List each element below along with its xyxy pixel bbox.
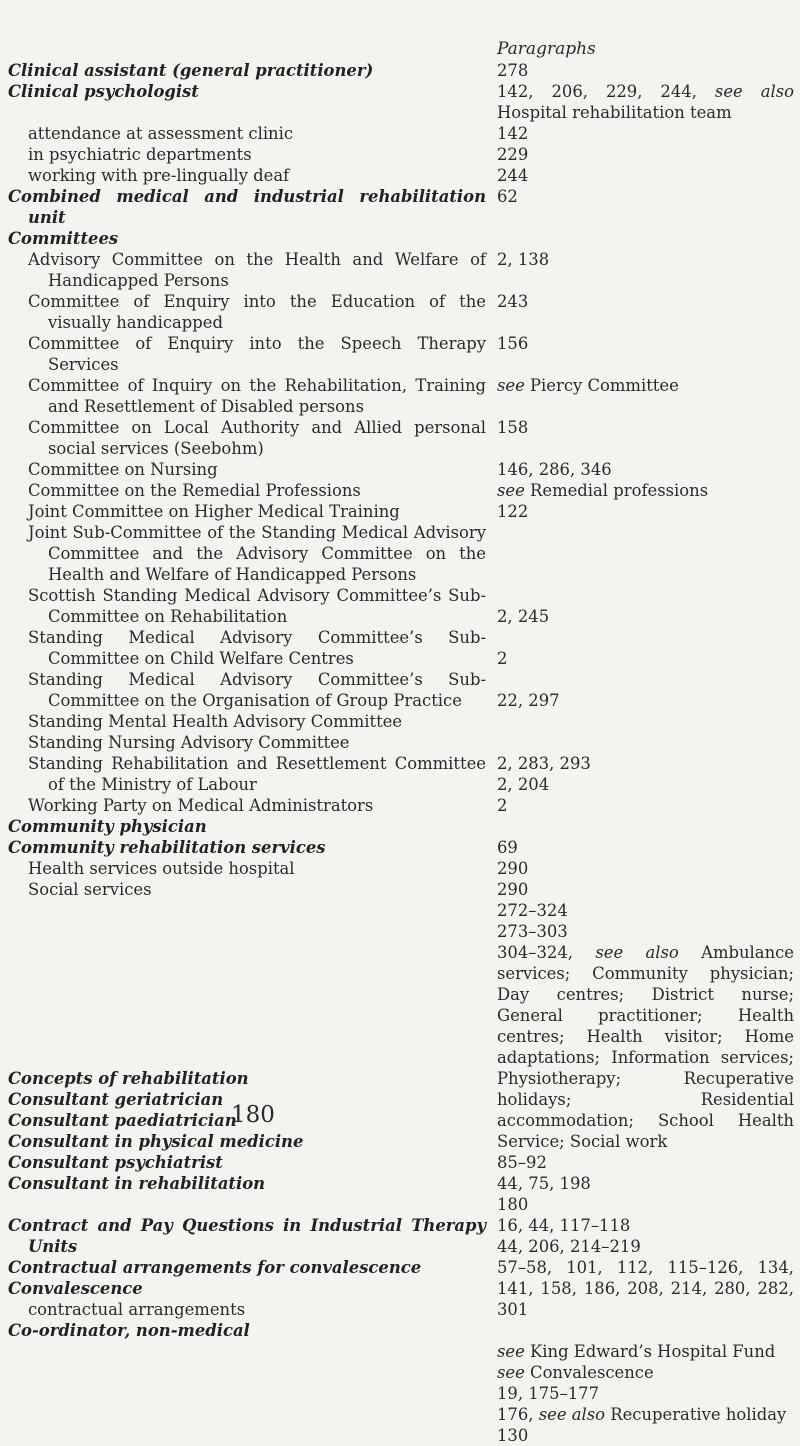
ref: 122 — [497, 502, 529, 521]
index-term-heading: Consultant geriatrician — [8, 1090, 224, 1109]
index-term-heading: Combined medical and industrial rehabilitation unit — [8, 187, 486, 227]
index-term-sub: Standing Rehabilitation and Resettlement Committee of the Ministry of Labour — [28, 754, 486, 794]
index-term-sub: Committee of Inquiry on the Rehabilitation, Training and Resettlement of Disabled persons — [28, 376, 486, 416]
ref: 176, see also Recuperative holiday — [497, 1405, 787, 1424]
index-term-heading: Community rehabilitation services — [8, 838, 326, 857]
index-term-heading: Consultant in rehabilitation — [8, 1174, 266, 1193]
ref: 44, 75, 198 — [497, 1174, 591, 1193]
ref-see: see Piercy Committee — [497, 376, 679, 395]
page-number: 180 — [231, 1102, 275, 1128]
index-term-sub: Health services outside hospital — [28, 859, 295, 878]
ref: 2, 138 — [497, 250, 550, 269]
ref-see: see King Edward’s Hospital Fund — [497, 1342, 776, 1361]
index-term-heading: Community physician — [8, 817, 207, 836]
index-term-heading: Contractual arrangements for convalescence — [8, 1258, 422, 1277]
ref: 142 — [497, 124, 529, 143]
index-term-heading: Consultant paediatrician — [8, 1111, 237, 1130]
ref: 2 — [497, 649, 508, 668]
ref: 180 — [497, 1195, 529, 1214]
ref-see: see Convalescence — [497, 1363, 654, 1382]
ref: 44, 206, 214–219 — [497, 1237, 641, 1256]
ref: 156 — [497, 334, 529, 353]
ref: 243 — [497, 292, 529, 311]
index-term-sub: Social services — [28, 880, 152, 899]
index-term-sub: Standing Medical Advisory Committee’s Sub-Committee on the Organisation of Group Practice — [28, 670, 486, 710]
ref: 2, 245 — [497, 607, 550, 626]
index-term-sub: Committee on Local Authority and Allied personal social services (Seebohm) — [28, 418, 486, 458]
ref: 272–324 — [497, 901, 568, 920]
column-heading: Paragraphs — [497, 39, 596, 59]
index-term-sub: Standing Mental Health Advisory Committee — [28, 712, 403, 731]
index-terms-column — [8, 60, 486, 1341]
ref: 158 — [497, 418, 529, 437]
ref: 2, 283, 293 — [497, 754, 591, 773]
index-term-sub: Standing Nursing Advisory Committee — [28, 733, 350, 752]
index-term-sub: contractual arrangements — [28, 1300, 246, 1319]
ref: 22, 297 — [497, 691, 560, 710]
paragraph-refs-column — [497, 39, 794, 1446]
ref: 146, 286, 346 — [497, 460, 612, 479]
ref: 290 — [497, 880, 529, 899]
index-term-sub: Advisory Committee on the Health and Welfare of Handicapped Persons — [28, 250, 486, 290]
index-term-sub: Committee on Nursing — [28, 460, 218, 479]
ref: 16, 44, 117–118 — [497, 1216, 631, 1235]
index-term-sub: Joint Committee on Higher Medical Training — [28, 502, 400, 521]
index-term-heading: Consultant in physical medicine — [8, 1132, 304, 1151]
ref: 273–303 — [497, 922, 568, 941]
index-term-sub: in psychiatric departments — [28, 145, 252, 164]
index-term-heading: Consultant psychiatrist — [8, 1153, 223, 1172]
ref: 229 — [497, 145, 529, 164]
ref: 62 — [497, 187, 518, 206]
ref: 130 — [497, 1426, 529, 1445]
index-term-sub: Joint Sub-Committee of the Standing Medical Advisory Committee and the Advisory Committee on the Health and Welfare of Handicapped Persons — [28, 523, 486, 584]
ref: 142, 206, 229, 244, see also Hospital rehabilitation team — [497, 82, 794, 122]
index-term-sub: Scottish Standing Medical Advisory Committee’s Sub-Committee on Rehabilitation — [28, 586, 486, 626]
index-term-heading: Co-ordinator, non-medical — [8, 1321, 250, 1340]
index-term-sub: Committee of Enquiry into the Speech Therapy Services — [28, 334, 486, 374]
ref-see: see Remedial professions — [497, 481, 709, 500]
ref: 69 — [497, 838, 518, 857]
index-term-heading: Convalescence — [8, 1279, 143, 1298]
index-term-sub: Standing Medical Advisory Committee’s Sub-Committee on Child Welfare Centres — [28, 628, 486, 668]
index-term-heading: Committees — [8, 229, 119, 248]
index-term-heading: Contract and Pay Questions in Industrial Therapy Units — [8, 1216, 486, 1256]
index-term-heading: Clinical psychologist — [8, 82, 199, 101]
ref: 278 — [497, 61, 529, 80]
index-term-heading: Clinical assistant (general practitioner) — [8, 61, 374, 80]
index-term-heading: Concepts of rehabilitation — [8, 1069, 249, 1088]
index-term-sub: attendance at assessment clinic — [28, 124, 294, 143]
index-term-sub: Committee of Enquiry into the Education of the visually handicapped — [28, 292, 486, 332]
ref: 2, 204 — [497, 775, 550, 794]
ref: 304–324, see also Ambulance services; Community physician; Day centres; District nurse; General practitioner; Health centres; Health visitor; Home adaptations; Information services; Physiotherapy; Recuperative holidays; Residential accommodation; School Health Service; Social work — [497, 943, 794, 1151]
ref: 57–58, 101, 112, 115–126, 134, 141, 158, 186, 208, 214, 280, 282, 301 — [497, 1258, 794, 1319]
index-term-sub: Committee on the Remedial Professions — [28, 481, 361, 500]
ref: 244 — [497, 166, 529, 185]
index-term-sub: working with pre-lingually deaf — [28, 166, 290, 185]
ref: 85–92 — [497, 1153, 547, 1172]
ref: 290 — [497, 859, 529, 878]
ref: 19, 175–177 — [497, 1384, 600, 1403]
index-term-sub: Working Party on Medical Administrators — [28, 796, 374, 815]
ref: 2 — [497, 796, 508, 815]
